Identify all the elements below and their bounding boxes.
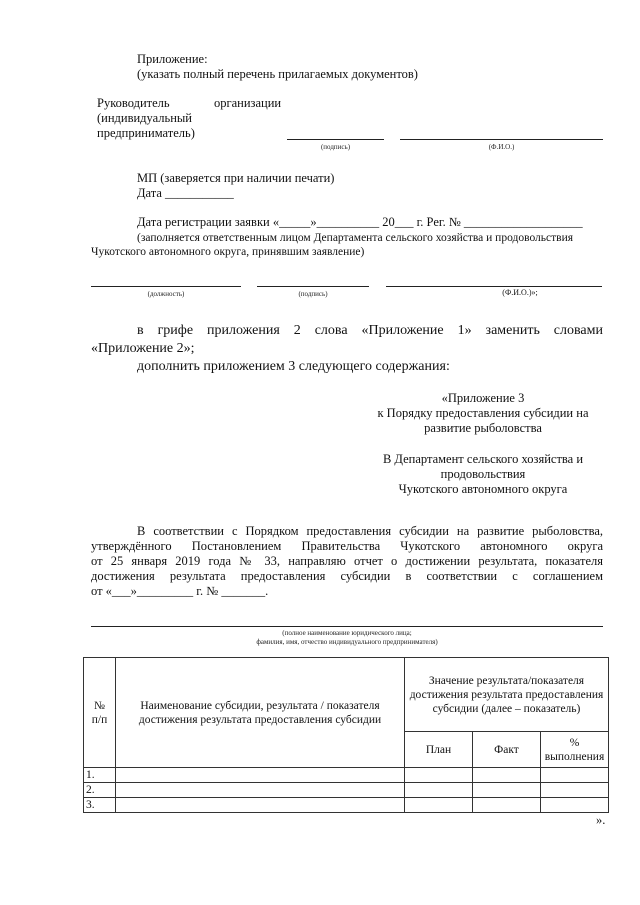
body-line-2: утверждённого Постановлением Правительства Чукотского автономного округа [91, 539, 603, 553]
appendix-label: Приложение: [137, 52, 208, 66]
header-number [84, 658, 116, 768]
row-fact-cell [473, 783, 541, 798]
stamp-text: МП (заверяется при наличии печати) [137, 171, 335, 185]
position-caption: (должность) [147, 290, 185, 298]
row-percent-cell [541, 768, 609, 783]
head-title-line2: (индивидуальный [97, 111, 193, 125]
annex-title: «Приложение 3 [441, 391, 525, 405]
signature-caption: (подпись) [298, 290, 328, 298]
amend-line-2: «Приложение 2»; [91, 341, 195, 356]
body-line-1: В соответствии с Порядком предоставления субсидии на развитие рыболовства, [137, 524, 603, 538]
body-line-5: от «___»_________ г. № _______. [91, 584, 269, 598]
header-percent [541, 732, 609, 768]
header-percent-label: выполнения [544, 750, 605, 763]
head-title-word1: Руководитель [97, 96, 170, 110]
header-number-pp: п/п [91, 713, 108, 726]
header-value: Значение результата/показателя достижения результата предоставления субсидии (далее – показатель) [405, 658, 609, 732]
organization-caption-2: фамилия, имя, отчество индивидуального предпринимателя) [256, 638, 438, 646]
organization-caption-1: (полное наименование юридического лица; [282, 629, 412, 637]
amend-line-3: дополнить приложением 3 следующего содержания: [137, 359, 450, 374]
head-title-line3: предприниматель) [97, 126, 195, 140]
row-name-cell [116, 768, 405, 783]
row-fact-cell [473, 768, 541, 783]
fio-caption: (Ф.И.О.)»; [502, 288, 538, 297]
row-percent-cell [541, 783, 609, 798]
head-fio-line [400, 139, 603, 140]
head-sign-caption: (подпись) [320, 143, 351, 151]
header-plan: План [405, 732, 473, 768]
registration-note-2: Чукотского автономного округа, принявшим заявление) [91, 246, 365, 258]
annex-line-3: развитие рыболовства [424, 421, 542, 435]
signature-line [257, 286, 369, 287]
closing-quote: ». [596, 813, 606, 827]
head-signature-line [287, 139, 384, 140]
fio-line [386, 286, 602, 287]
header-percent-sign: % [569, 736, 580, 749]
addressee-line-1: В Департамент сельского хозяйства и [382, 452, 584, 466]
row-number: 1. [84, 768, 116, 783]
position-line [91, 286, 241, 287]
table-row [84, 798, 609, 813]
row-plan-cell [405, 783, 473, 798]
date-text: Дата ___________ [137, 186, 234, 200]
row-number: 3. [84, 798, 116, 813]
head-fio-caption: (Ф.И.О.) [488, 143, 515, 151]
addressee-line-3: Чукотского автономного округа [398, 482, 568, 496]
header-number-symbol: № [94, 699, 105, 712]
registration-line: Дата регистрации заявки «_____»__________ 20___ г. Рег. № ___________________ [137, 215, 583, 229]
row-name-cell [116, 783, 405, 798]
row-plan-cell [405, 768, 473, 783]
body-line-4: достижения результата предоставления субсидии в соответствии с соглашением [91, 569, 603, 583]
body-line-3: от 25 января 2019 года № 33, направляю отчет о достижении результата, показателя [91, 554, 603, 568]
header-name: Наименование субсидии, результата / показателя достижения результата предоставления субсидии [116, 658, 405, 768]
appendix-hint: (указать полный перечень прилагаемых документов) [137, 67, 418, 81]
table-row [84, 783, 609, 798]
head-title-word2: организации [214, 96, 282, 110]
results-table [83, 657, 609, 813]
organization-line [91, 626, 603, 627]
row-percent-cell [541, 798, 609, 813]
addressee-line-2: продовольствия [440, 467, 526, 481]
registration-note-1: (заполняется ответственным лицом Департамента сельского хозяйства и продовольствия [137, 232, 574, 244]
row-name-cell [116, 798, 405, 813]
row-plan-cell [405, 798, 473, 813]
row-number: 2. [84, 783, 116, 798]
row-fact-cell [473, 798, 541, 813]
amend-line-1: в грифе приложения 2 слова «Приложение 1» заменить словами [137, 323, 603, 338]
annex-line-2: к Порядку предоставления субсидии на [377, 406, 589, 420]
table-row [84, 768, 609, 783]
header-fact: Факт [473, 732, 541, 768]
